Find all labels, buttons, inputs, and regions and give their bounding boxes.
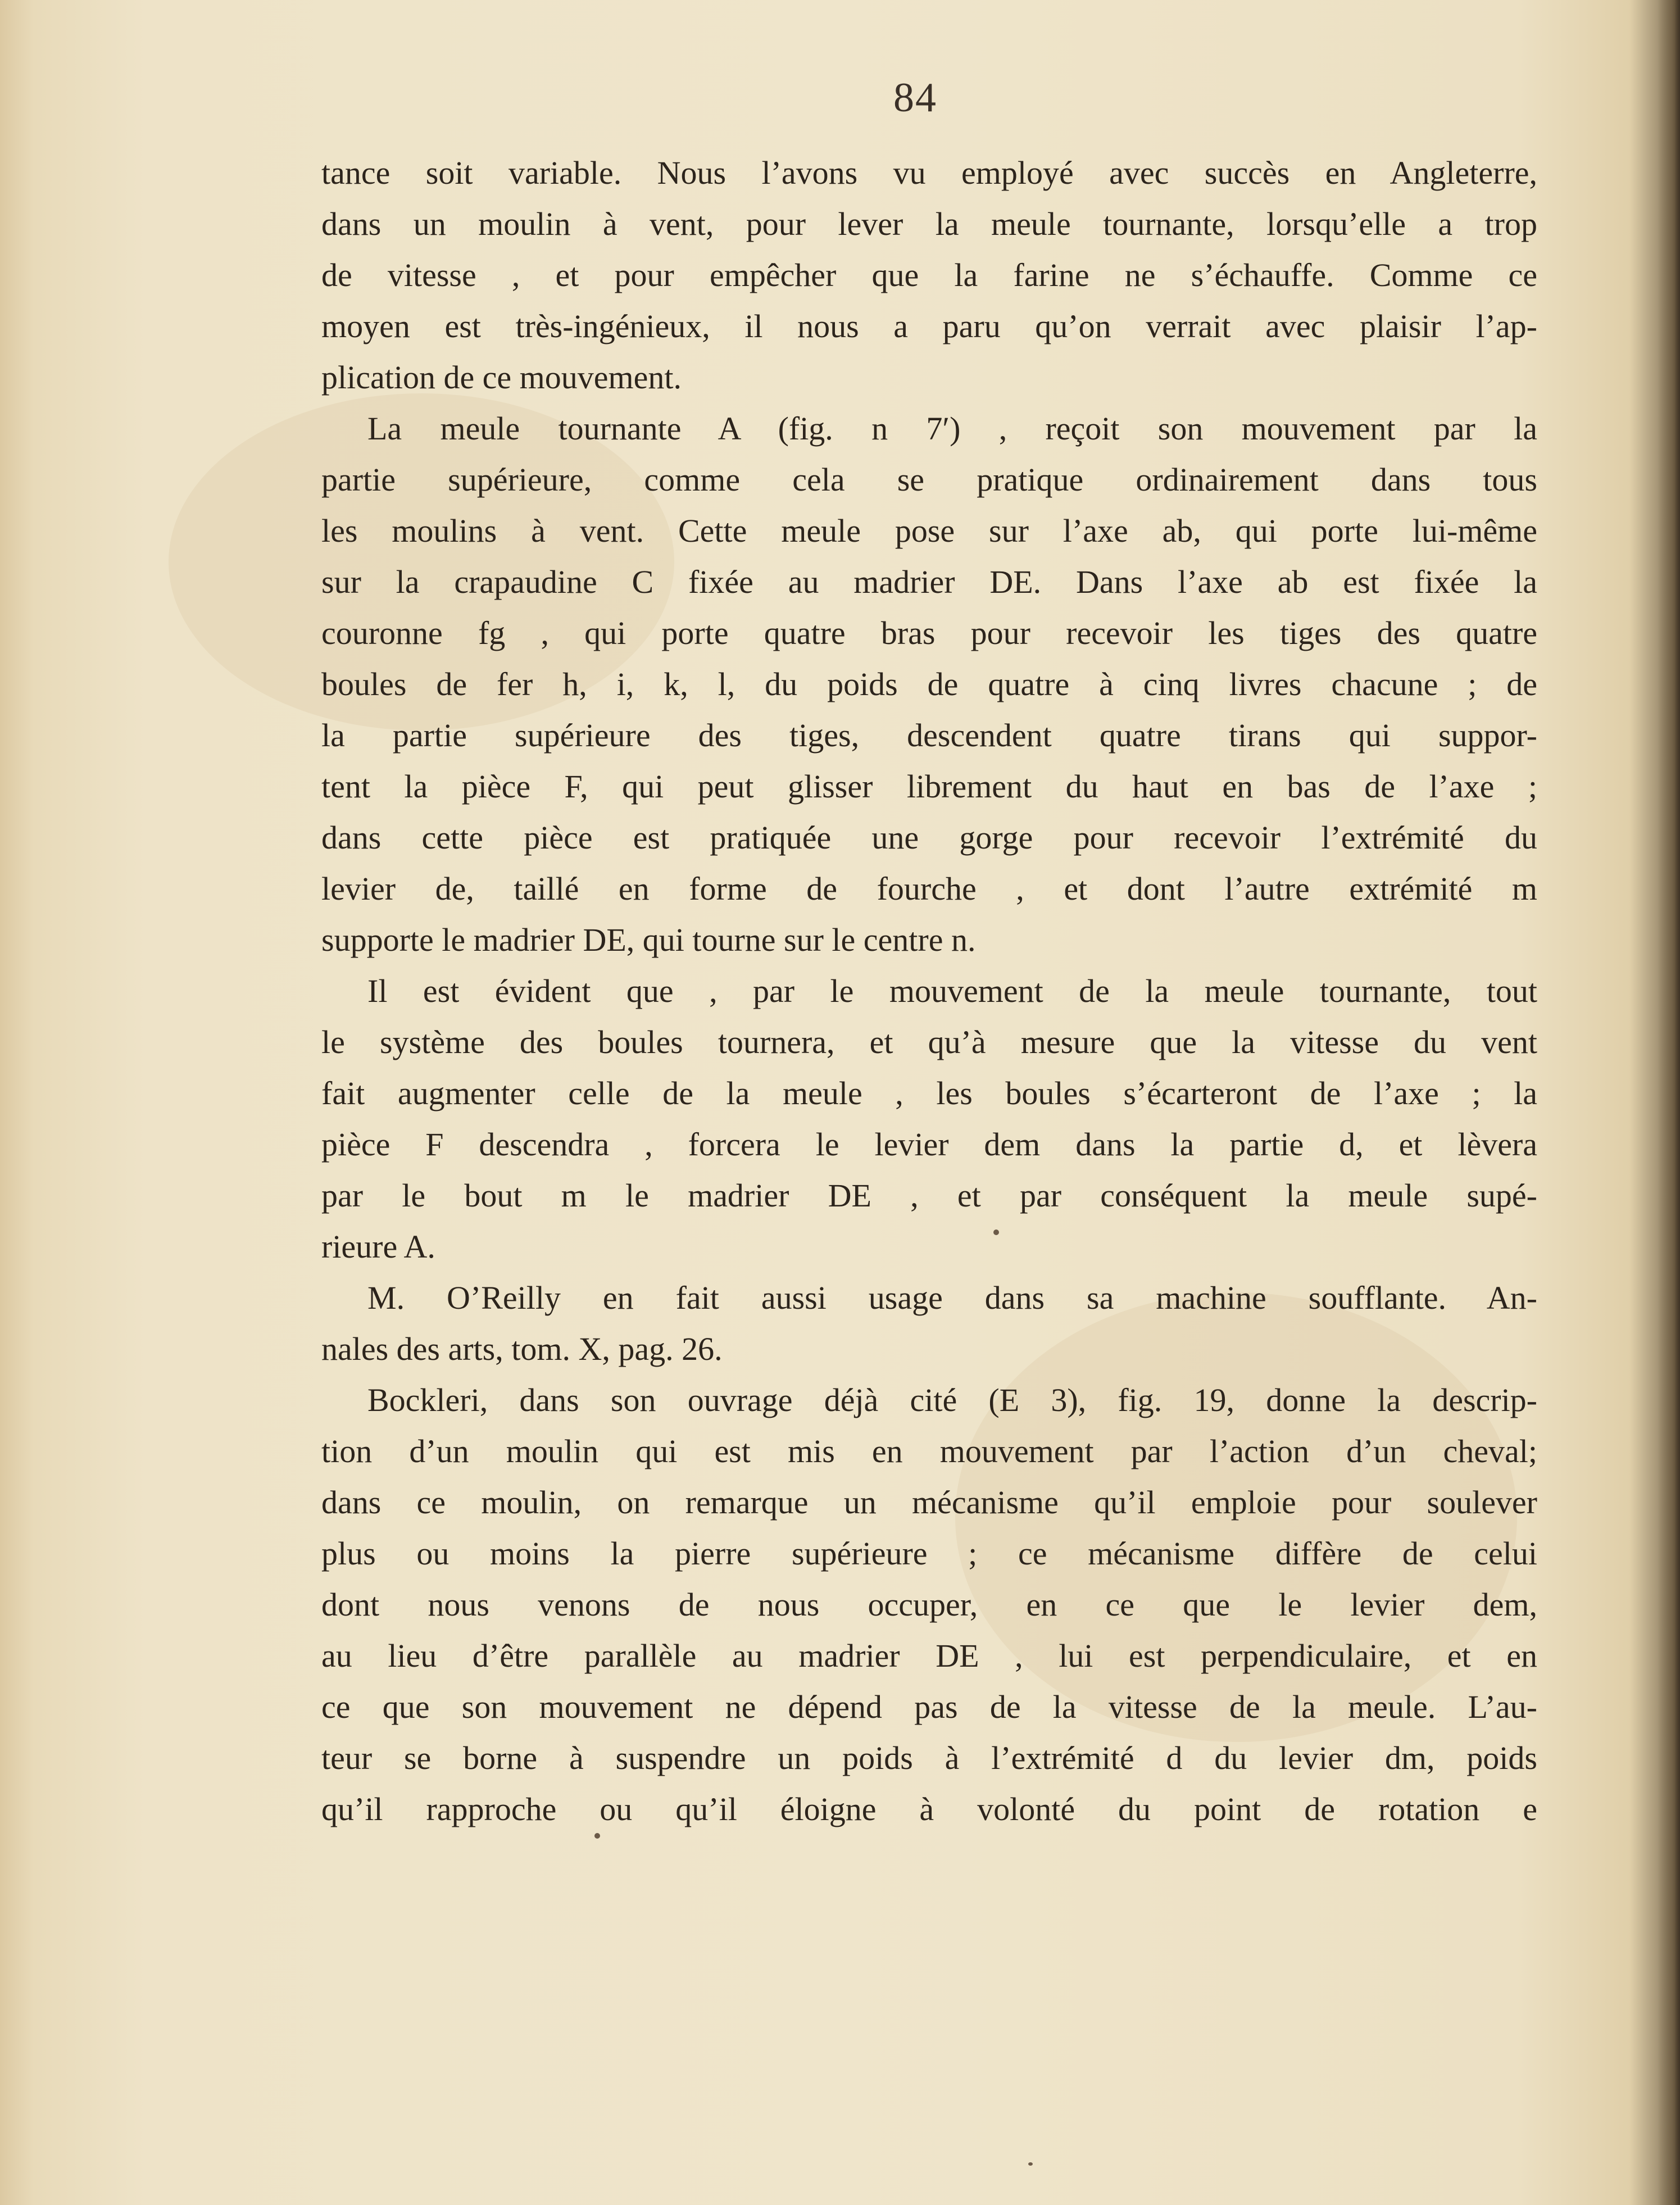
text-line: dont nous venons de nous occuper, en ce que le levier dem,	[321, 1586, 1537, 1623]
text-line: tance soit variable. Nous l’avons vu employé avec succès en Angleterre,	[321, 155, 1537, 191]
text-line: plus ou moins la pierre supérieure ; ce mécanisme diffère de celui	[321, 1535, 1537, 1572]
text-line: dans un moulin à vent, pour lever la meule tournante, lorsqu’elle a trop	[321, 206, 1537, 242]
ink-spot	[1028, 2162, 1033, 2166]
text-line: Bockleri, dans son ouvrage déjà cité (E 3), fig. 19, donne la descrip-	[367, 1382, 1537, 1418]
text-line: qu’il rapproche ou qu’il éloigne à volonté du point de rotation e	[321, 1791, 1537, 1827]
text-line: nales des arts, tom. X, pag. 26.	[321, 1331, 723, 1367]
text-line: la partie supérieure des tiges, descendent quatre tirans qui suppor-	[321, 717, 1537, 754]
text-line: dans ce moulin, on remarque un mécanisme qu’il emploie pour soulever	[321, 1484, 1537, 1521]
text-line: levier de, taillé en forme de fourche , et dont l’autre extrémité m	[321, 870, 1537, 907]
text-line: le système des boules tournera, et qu’à mesure que la vitesse du vent	[321, 1024, 1537, 1060]
text-line: sur la crapaudine C fixée au madrier DE. Dans l’axe ab est fixée la	[321, 564, 1537, 600]
text-line: supporte le madrier DE, qui tourne sur le centre n.	[321, 922, 976, 958]
text-line: ce que son mouvement ne dépend pas de la vitesse de la meule. L’au-	[321, 1689, 1537, 1725]
text-line: au lieu d’être parallèle au madrier DE , lui est perpendiculaire, et en	[321, 1637, 1537, 1674]
ink-spot	[594, 1833, 600, 1839]
text-line: Il est évident que , par le mouvement de la meule tournante, tout	[367, 973, 1537, 1009]
text-line: par le bout m le madrier DE , et par conséquent la meule supé-	[321, 1177, 1537, 1214]
text-line: les moulins à vent. Cette meule pose sur l’axe ab, qui porte lui-même	[321, 512, 1537, 549]
text-line: tent la pièce F, qui peut glisser librement du haut en bas de l’axe ;	[321, 768, 1537, 805]
text-line: couronne fg , qui porte quatre bras pour recevoir les tiges des quatre	[321, 615, 1537, 651]
text-line: fait augmenter celle de la meule , les boules s’écarteront de l’axe ; la	[321, 1075, 1537, 1111]
text-line: de vitesse , et pour empêcher que la farine ne s’échauffe. Comme ce	[321, 257, 1537, 293]
text-line: La meule tournante A (fig. n 7′) , reçoit son mouvement par la	[367, 410, 1537, 447]
body-text	[321, 147, 1537, 1835]
page-number: 84	[893, 75, 937, 121]
text-line: moyen est très-ingénieux, il nous a paru qu’on verrait avec plaisir l’ap-	[321, 308, 1537, 344]
text-line: rieure A.	[321, 1228, 435, 1265]
text-line: M. O’Reilly en fait aussi usage dans sa machine soufflante. An-	[367, 1280, 1537, 1316]
ink-spot	[993, 1229, 999, 1235]
text-line: partie supérieure, comme cela se pratique ordinairement dans tous	[321, 461, 1537, 498]
text-line: tion d’un moulin qui est mis en mouvement par l’action d’un cheval;	[321, 1433, 1537, 1469]
text-line: pièce F descendra , forcera le levier dem dans la partie d, et lèvera	[321, 1126, 1537, 1163]
page-edge-shadow	[1658, 0, 1680, 2205]
text-line: boules de fer h, i, k, l, du poids de quatre à cinq livres chacune ; de	[321, 666, 1537, 702]
text-line: dans cette pièce est pratiquée une gorge pour recevoir l’extrémité du	[321, 819, 1537, 856]
text-line: plication de ce mouvement.	[321, 359, 682, 396]
text-line: teur se borne à suspendre un poids à l’extrémité d du levier dm, poids	[321, 1740, 1537, 1776]
